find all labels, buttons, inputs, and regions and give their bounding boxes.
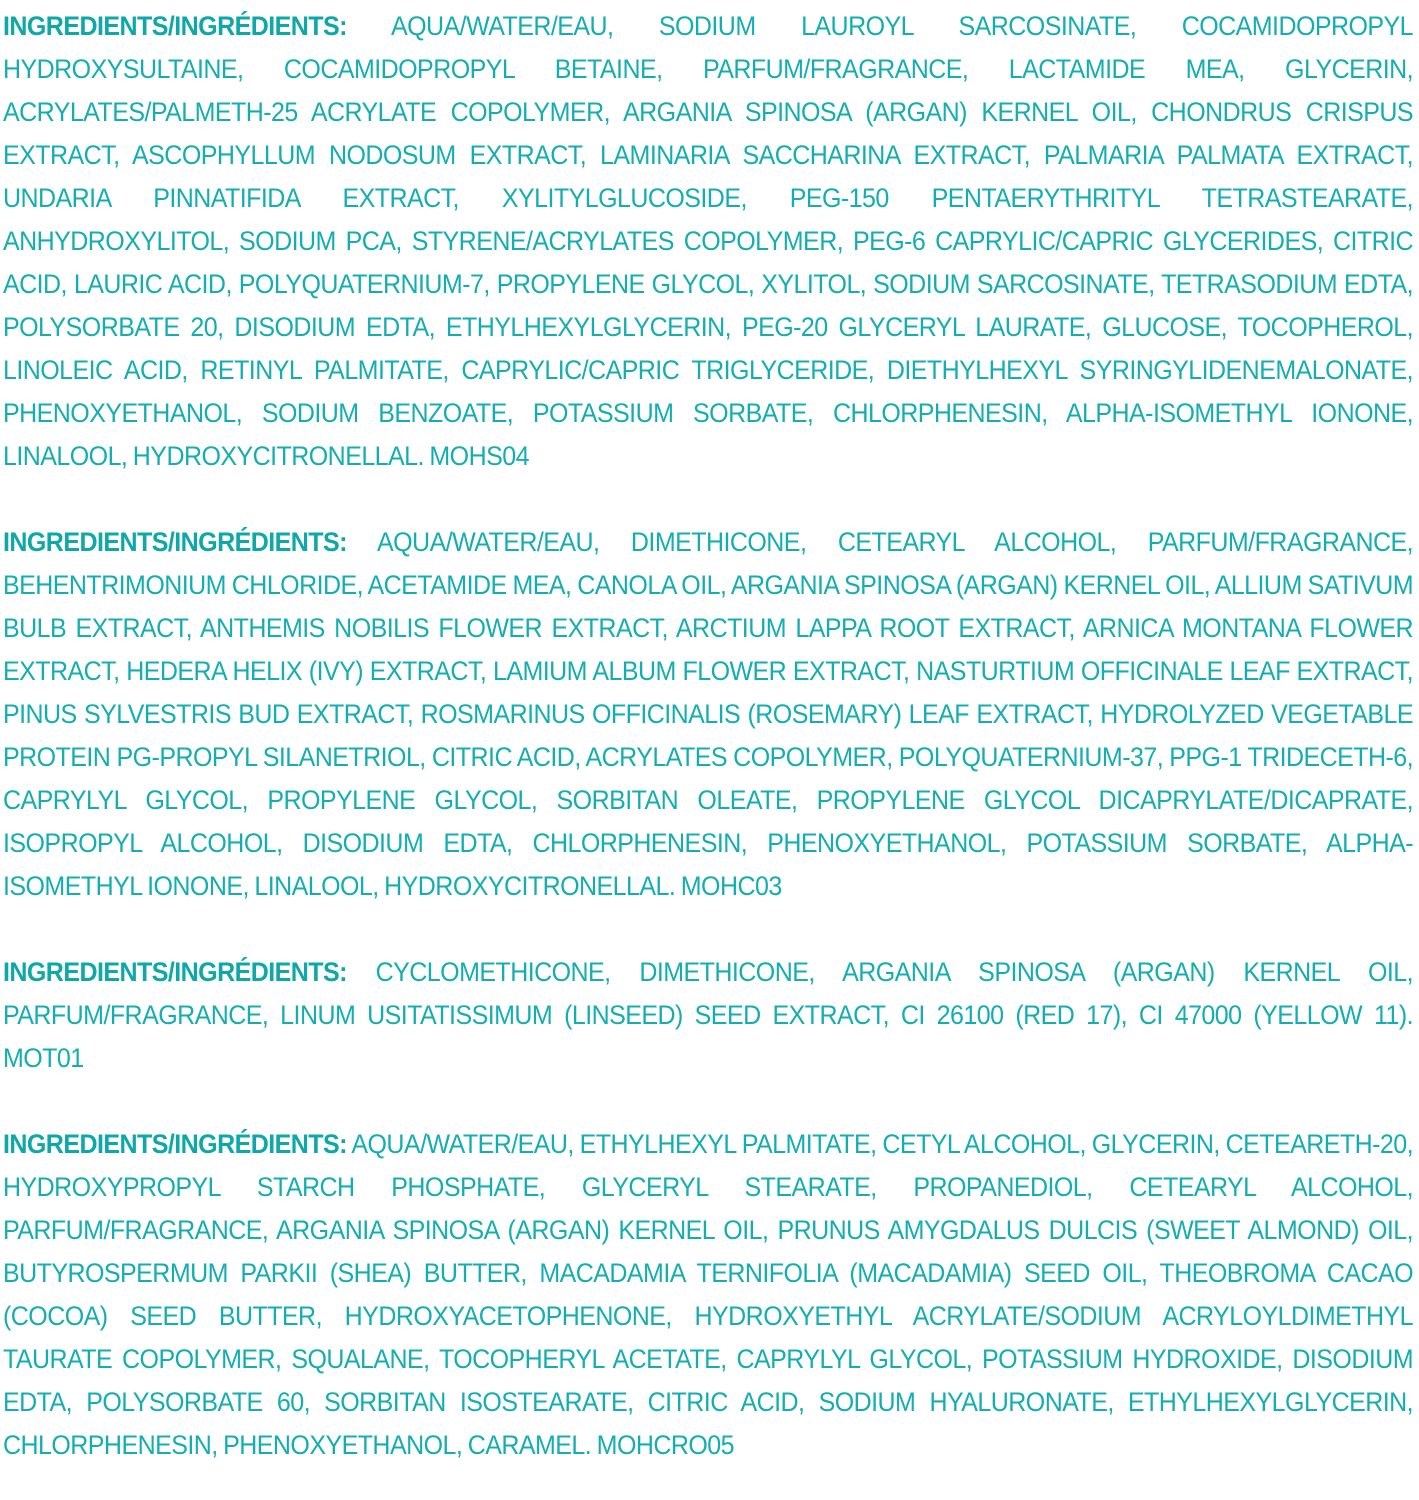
ingredients-list: AQUA/WATER/EAU, SODIUM LAUROYL SARCOSINATE, COCAMIDOPROPYL HYDROXYSULTAINE, COCAMIDOPROPYL BETAINE, PARFUM/FRAGRANCE, LACTAMIDE MEA, GLYCERIN, ACRYLATES/PALMETH-25 ACRYLATE COPOLYMER, ARGANIA SPINOSA (ARGAN) KERNEL OIL, CHONDRUS CRISPUS EXTRACT, ASCOPHYLLUM NODOSUM EXTRACT, LAMINARIA SACCHARINA EXTRACT, PALMARIA PALMATA EXTRACT, UNDARIA PINNATIFIDA EXTRACT, XYLITYLGLUCOSIDE, PEG-150 PENTAERYTHRITYL TETRASTEARATE, ANHYDROXYLITOL, SODIUM PCA, STYRENE/ACRYLATES COPOLYMER, PEG-6 CAPRYLIC/CAPRIC GLYCERIDES, CITRIC ACID, LAURIC ACID, POLYQUATERNIUM-7, PROPYLENE GLYCOL, XYLITOL, SODIUM SARCOSINATE, TETRASODIUM EDTA, POLYSORBATE 20, DISODIUM EDTA, ETHYLHEXYLGLYCERIN, PEG-20 GLYCERYL LAURATE, GLUCOSE, TOCOPHEROL, LINOLEIC ACID, RETINYL PALMITATE, CAPRYLIC/CAPRIC TRIGLYCERIDE, DIETHYLHEXYL SYRINGYLIDENEMALONATE, PHENOXYETHANOL, SODIUM BENZOATE, POTASSIUM SORBATE, CHLORPHENESIN, ALPHA-ISOMETHYL IONONE, LINALOOL, HYDROXYCITRONELLAL. MOHS04 (3, 10, 1414, 471)
ingredients-list: AQUA/WATER/EAU, DIMETHICONE, CETEARYL ALCOHOL, PARFUM/FRAGRANCE, BEHENTRIMONIUM CHLORIDE, ACETAMIDE MEA, CANOLA OIL, ARGANIA SPINOSA (ARGAN) KERNEL OIL, ALLIUM SATIVUM BULB EXTRACT, ANTHEMIS NOBILIS FLOWER EXTRACT, ARCTIUM LAPPA ROOT EXTRACT, ARNICA MONTANA FLOWER EXTRACT, HEDERA HELIX (IVY) EXTRACT, LAMIUM ALBUM FLOWER EXTRACT, NASTURTIUM OFFICINALE LEAF EXTRACT, PINUS SYLVESTRIS BUD EXTRACT, ROSMARINUS OFFICINALIS (ROSEMARY) LEAF EXTRACT, HYDROLYZED VEGETABLE PROTEIN PG-PROPYL SILANETRIOL, CITRIC ACID, ACRYLATES COPOLYMER, POLYQUATERNIUM-37, PPG-1 TRIDECETH-6, CAPRYLYL GLYCOL, PROPYLENE GLYCOL, SORBITAN OLEATE, PROPYLENE GLYCOL DICAPRYLATE/DICAPRATE, ISOPROPYL ALCOHOL, DISODIUM EDTA, CHLORPHENESIN, PHENOXYETHANOL, POTASSIUM SORBATE, ALPHA-ISOMETHYL IONONE, LINALOOL, HYDROXYCITRONELLAL. MOHC03 (3, 526, 1414, 901)
ingredients-label: INGREDIENTS/INGRÉDIENTS: (3, 956, 347, 987)
ingredients-list: CYCLOMETHICONE, DIMETHICONE, ARGANIA SPINOSA (ARGAN) KERNEL OIL, PARFUM/FRAGRANCE, LINUM USITATISSIMUM (LINSEED) SEED EXTRACT, CI 26100 (RED 17), CI 47000 (YELLOW 11). MOT01 (3, 956, 1414, 1073)
ingredients-label: INGREDIENTS/INGRÉDIENTS: (3, 10, 347, 41)
ingredients-block-shampoo (3, 4, 1413, 477)
ingredients-list: AQUA/WATER/EAU, ETHYLHEXYL PALMITATE, CETYL ALCOHOL, GLYCERIN, CETEARETH-20, HYDROXYPROPYL STARCH PHOSPHATE, GLYCERYL STEARATE, PROPANEDIOL, CETEARYL ALCOHOL, PARFUM/FRAGRANCE, ARGANIA SPINOSA (ARGAN) KERNEL OIL, PRUNUS AMYGDALUS DULCIS (SWEET ALMOND) OIL, BUTYROSPERMUM PARKII (SHEA) BUTTER, MACADAMIA TERNIFOLIA (MACADAMIA) SEED OIL, THEOBROMA CACAO (COCOA) SEED BUTTER, HYDROXYACETOPHENONE, HYDROXYETHYL ACRYLATE/SODIUM ACRYLOYLDIMETHYL TAURATE COPOLYMER, SQUALANE, TOCOPHERYL ACETATE, CAPRYLYL GLYCOL, POTASSIUM HYDROXIDE, DISODIUM EDTA, POLYSORBATE 60, SORBITAN ISOSTEARATE, CITRIC ACID, SODIUM HYALURONATE, ETHYLHEXYLGLYCERIN, CHLORPHENESIN, PHENOXYETHANOL, CARAMEL. MOHCRO05 (3, 1128, 1414, 1460)
ingredients-block-treatment (3, 950, 1413, 1079)
ingredients-block-cream (3, 1122, 1413, 1466)
ingredients-label: INGREDIENTS/INGRÉDIENTS: (3, 526, 347, 557)
ingredients-label: INGREDIENTS/INGRÉDIENTS: (3, 1128, 347, 1159)
ingredients-block-conditioner (3, 520, 1413, 907)
